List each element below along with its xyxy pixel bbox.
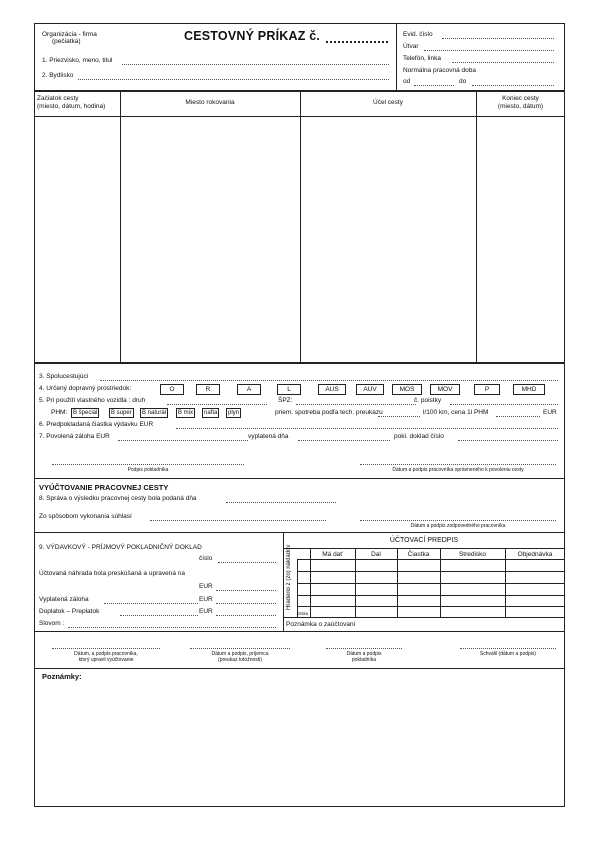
transport-option-o[interactable]: O [160,384,184,395]
companions-label: 3. Spolucestujúci [39,373,89,380]
transport-option-p[interactable]: P [474,384,500,395]
transport-option-mhd[interactable]: MHD [513,384,545,395]
fuel-option-2[interactable]: B super [111,410,132,416]
cashdoc-number-field[interactable] [218,562,276,563]
companions-field[interactable] [100,380,558,381]
trip-col-divider-2 [300,90,301,363]
responsible-sign-label: Dátum a podpis zodpovedného pracovníka [410,523,506,529]
trip-header-rule [34,116,565,117]
doc-no-field[interactable] [458,440,558,441]
reviewed-eur-label: EUR [199,583,213,590]
sig-label-3: Dátum a podpis pokladníka [346,651,382,663]
advance-field[interactable] [118,440,248,441]
fuel-option-1[interactable]: B špeciál [73,410,98,416]
sig-label-4: Schválil (dátum a podpis) [479,651,537,657]
agreed-field[interactable] [150,520,326,521]
report-label: 8. Správa o výsledku pracovnej cesty bola podaná dňa [39,495,197,502]
fuel-price-field[interactable] [496,416,540,417]
header-divider [396,23,397,90]
transport-option-r[interactable]: R [196,384,220,395]
authorized-sign-field[interactable] [360,464,556,465]
evid-field[interactable] [442,38,554,39]
work-from-field[interactable] [414,85,454,86]
phm-label: PHM: [51,409,68,416]
accounting-col-dal: Dal [371,551,381,558]
transport-option-aus[interactable]: AUS [318,384,346,395]
expected-field[interactable] [176,428,558,429]
cashier-sign-label: Podpis pokladníka [127,467,169,473]
work-to-field[interactable] [472,85,554,86]
cashdoc-number-label: číslo [199,555,213,562]
transport-label: 4. Určený dopravný prostriedok: [39,385,132,392]
advance-label: 7. Povolená záloha EUR [39,433,110,440]
accounting-inner-divider [297,559,298,617]
evid-label: Evid. číslo [403,31,433,38]
accounting-col-ciastka: Čiastka [407,551,430,558]
advance-paid-dots [104,603,198,604]
sig-label-1: Dátum, a podpis pracovníka, ktorý upravil vyúčtovanie [74,651,138,663]
balance-field[interactable] [216,615,276,616]
order-number-field[interactable] [326,41,388,43]
spz-label: ŠPZ: [278,397,293,404]
accounting-heading: ÚČTOVACÍ PREDPIS [389,537,459,544]
doc-no-label: pokl. doklad číslo [394,433,444,440]
reviewed-label: Účtovaná náhrada bola preskúšaná a upravená na [39,570,185,577]
balance-dots [120,615,198,616]
accounting-col-md: Má dať [322,551,343,558]
report-date-field[interactable] [226,502,336,503]
trip-col-end: Koniec cesty (miesto, dátum) [497,95,544,110]
accounting-row-rule-1 [297,559,565,560]
policy-field[interactable] [450,404,558,405]
notes-heading: Poznámky: [42,672,82,681]
page-title: CESTOVNÝ PRÍKAZ č. [184,29,321,43]
trip-col-place: Miesto rokovania [185,99,235,106]
address-field[interactable] [78,79,389,80]
phone-field[interactable] [452,62,554,63]
balance-label: Doplatok – Preplatok [39,608,100,615]
advance-paid-label: Vyplatená záloha [39,596,89,603]
consumption-label: priem. spotreba podľa tech. preukazu [275,409,383,416]
name-field[interactable] [122,64,389,65]
settlement-top-rule [34,478,565,479]
sig-line-1[interactable] [52,648,160,649]
fuel-option-6[interactable]: plyn [228,410,240,416]
agreed-label: Zo spôsobom vykonania súhlasí [39,513,132,520]
work-to-label: do [459,78,467,85]
fuel-eur-label: EUR [543,409,557,416]
work-from-label: od [403,78,411,85]
sig-line-3[interactable] [326,648,402,649]
accounting-zisku-label: zisku [298,611,309,616]
consumption-field[interactable] [378,416,420,417]
fuel-option-5[interactable]: nafta [204,410,218,416]
spz-field[interactable] [296,404,416,405]
accounting-row-rule-6 [283,617,565,618]
cashdoc-top-rule [34,532,565,533]
expected-label: 6. Predpokladaná čiastka výdavku EUR [39,421,154,428]
policy-label: č. poistky [414,397,442,404]
org-label: Organizácia - firma [42,31,97,38]
settlement-heading: VYÚČTOVANIE PRACOVNEJ CESTY [39,483,169,492]
work-time-label: Normálna pracovná doba [403,67,476,74]
accounting-row-rule-2 [297,571,565,572]
trip-bottom-rule [34,362,565,364]
accounting-row-rule-5 [297,606,565,607]
trip-col-divider-1 [120,90,121,363]
phone-label: Telefón, linka [403,55,441,62]
transport-option-a[interactable]: A [237,384,261,395]
trip-col-purpose: Účel cesty [373,99,403,106]
vehicle-type-field[interactable] [167,404,267,405]
accounting-col-stredisko: Stredisko [458,551,487,558]
notes-area[interactable] [36,684,563,804]
sig-line-2[interactable] [190,648,290,649]
org-sub-label: (pečiatka) [52,38,81,45]
reviewed-amount-field[interactable] [216,590,276,591]
notes-top-rule [34,668,565,669]
accounting-rule-1 [283,548,565,549]
own-vehicle-label: 5. Pri použití vlastného vozidla : druh [39,397,146,404]
transport-option-mos[interactable]: MOS [392,384,422,395]
in-words-field[interactable] [68,627,276,628]
utvar-label: Útvar [403,43,419,50]
authorized-sign-label: Dátum a podpis pracovníka oprávneného k povoleniu cesty [392,467,524,473]
address-label: 2. Bydlisko [42,72,74,79]
name-label: 1. Priezvisko, meno, titul [42,57,113,64]
transport-option-l[interactable]: L [277,384,301,395]
transport-option-mov[interactable]: MOV [430,384,460,395]
advance-paid-eur-label: EUR [199,596,213,603]
fuel-option-4[interactable]: B mix [178,410,193,416]
accounting-row-rule-3 [297,583,565,584]
responsible-sign-field[interactable] [360,520,556,521]
balance-eur-label: EUR [199,608,213,615]
sig-label-2: Dátum a podpis, príjemca (preukaz totožnosti) [211,651,269,663]
per-100-label: l/100 km, cena 1l PHM [423,409,489,416]
trip-col-divider-3 [476,90,477,363]
trip-col-start: Začiatok cesty (miesto, dátum, hodina) [37,95,106,110]
cashdoc-heading: 9. VÝDAVKOVÝ - PRÍJMOVÝ POKLADNIČNÝ DOKLAD [39,544,202,551]
accounting-row-rule-4 [297,595,565,596]
advance-paid-field[interactable] [216,603,276,604]
sig-line-4[interactable] [460,648,556,649]
fuel-option-3[interactable]: B naturál [142,410,167,416]
in-words-label: Slovom : [39,620,65,627]
paid-date-field[interactable] [298,440,390,441]
accounting-col-objednavka: Objednávka [517,551,553,558]
utvar-field[interactable] [424,50,554,51]
accounting-vertical-label: Hradeno z (zo) nákladov [286,544,292,610]
transport-option-auv[interactable]: AUV [356,384,384,395]
accounting-note-label: Poznámka o zaúčtovaní [286,621,356,628]
cashier-sign-field[interactable] [52,464,244,465]
cashdoc-bottom-rule [34,631,565,632]
paid-label: vyplatená dňa [248,433,289,440]
